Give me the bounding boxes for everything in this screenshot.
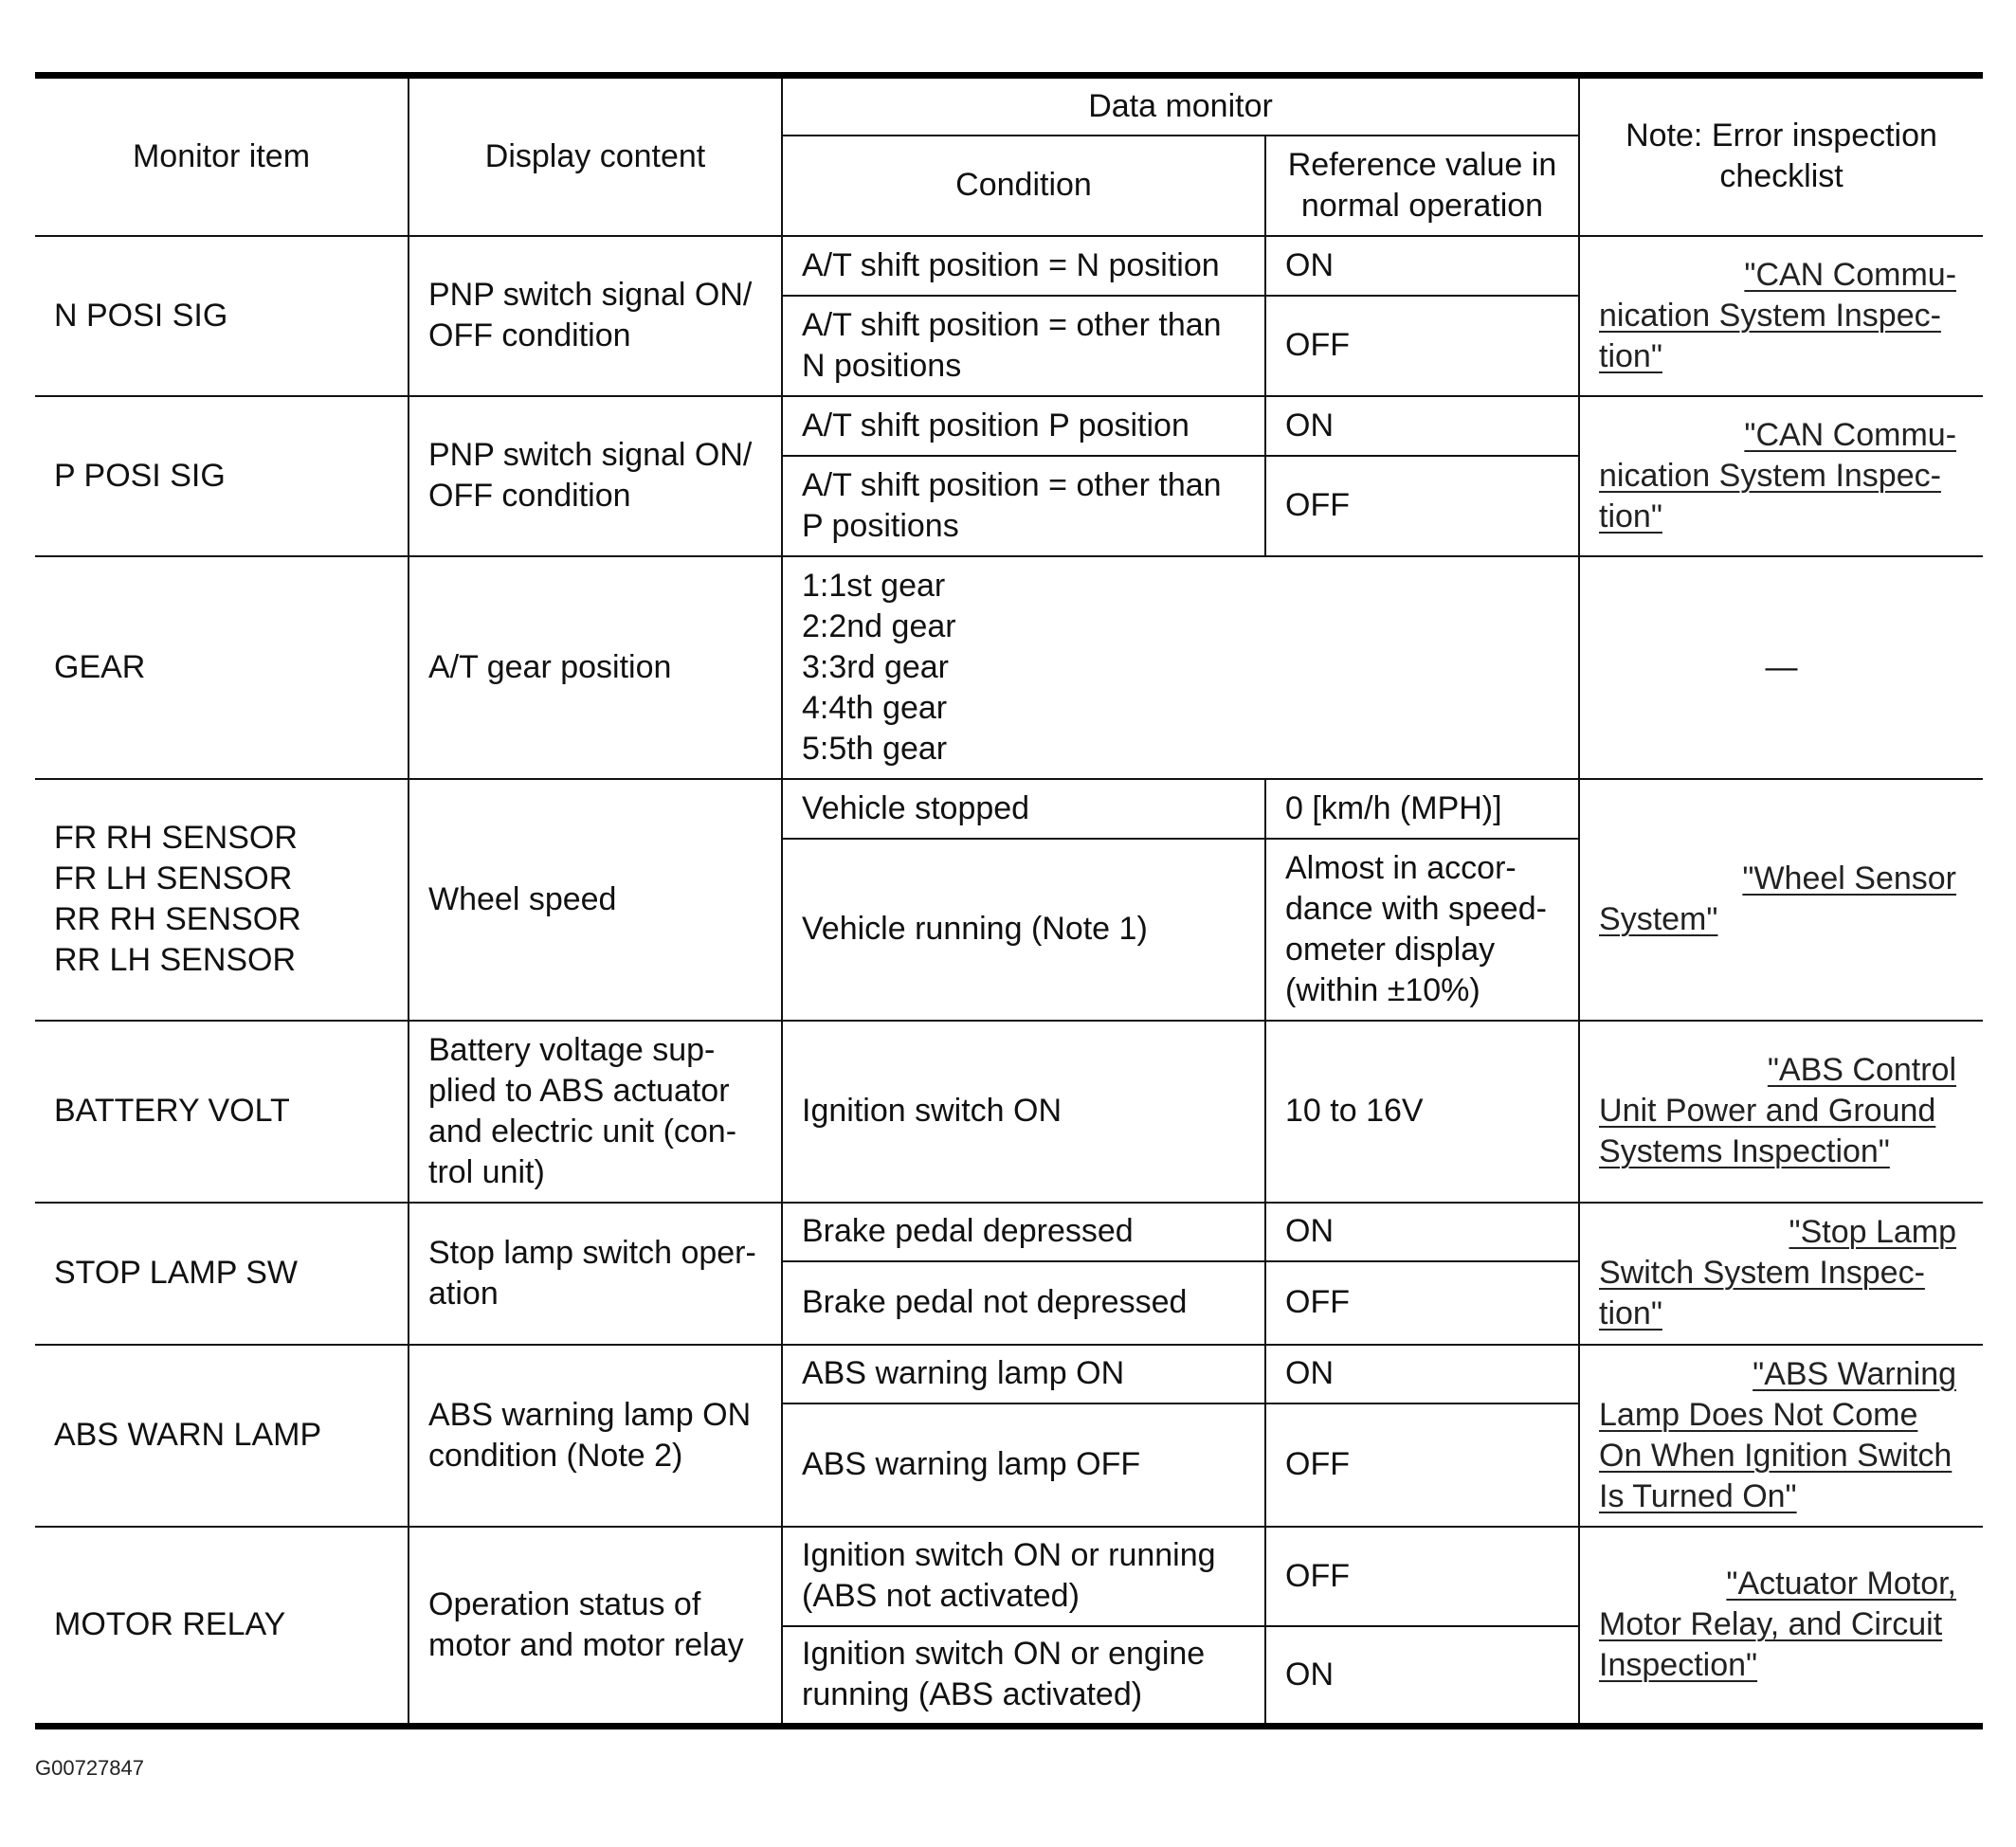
reference-value-cell: ON	[1265, 1345, 1579, 1403]
monitor-item: BATTERY VOLT	[35, 1021, 409, 1203]
display-content: A/T gear position	[409, 556, 782, 779]
table-row	[35, 1527, 1983, 1626]
reference-value-cell: 10 to 16V	[1265, 1021, 1579, 1203]
reference-value-cell: OFF	[1265, 1403, 1579, 1527]
condition-cell: Ignition switch ON or engine running (ABS activated)	[782, 1626, 1265, 1727]
monitor-item: ABS WARN LAMP	[35, 1345, 409, 1527]
reference-value-cell: ON	[1265, 396, 1579, 456]
table-row	[35, 1021, 1983, 1203]
header-data-monitor: Data monitor	[782, 76, 1579, 136]
condition-cell: A/T shift position P position	[782, 396, 1265, 456]
display-content: Stop lamp switch oper- ation	[409, 1203, 782, 1345]
condition-cell: Brake pedal depressed	[782, 1203, 1265, 1261]
table-row	[35, 1345, 1983, 1403]
inspection-link[interactable]: "CAN Commu- nication System Inspec- tion"	[1599, 256, 1957, 374]
condition-cell: Brake pedal not depressed	[782, 1261, 1265, 1345]
inspection-link[interactable]: "Wheel Sensor System"	[1599, 860, 1957, 937]
condition-cell: Ignition switch ON or running (ABS not activated)	[782, 1527, 1265, 1626]
header-display-content: Display content	[409, 76, 782, 236]
display-content: ABS warning lamp ON condition (Note 2)	[409, 1345, 782, 1527]
monitor-item: MOTOR RELAY	[35, 1527, 409, 1727]
condition-cell: ABS warning lamp ON	[782, 1345, 1265, 1403]
condition-cell: ABS warning lamp OFF	[782, 1403, 1265, 1527]
header-monitor-item: Monitor item	[35, 76, 409, 236]
reference-value-cell: OFF	[1265, 1527, 1579, 1626]
figure-code: G00727847	[35, 1756, 144, 1780]
condition-cell: Vehicle stopped	[782, 779, 1265, 839]
note-cell	[1579, 1021, 1983, 1203]
monitor-item: STOP LAMP SW	[35, 1203, 409, 1345]
note-cell	[1579, 236, 1983, 396]
reference-value-cell: Almost in accor- dance with speed- ometer display (within ±10%)	[1265, 839, 1579, 1021]
monitor-table	[35, 72, 1983, 1729]
display-content: Wheel speed	[409, 779, 782, 1021]
note-cell: —	[1579, 556, 1983, 779]
reference-value-cell: 0 [km/h (MPH)]	[1265, 779, 1579, 839]
reference-value-cell: OFF	[1265, 1261, 1579, 1345]
note-cell	[1579, 1527, 1983, 1727]
table-row	[35, 396, 1983, 456]
table-row	[35, 779, 1983, 839]
display-content: PNP switch signal ON/ OFF condition	[409, 236, 782, 396]
header-note: Note: Error inspection checklist	[1579, 76, 1983, 236]
condition-cell: Vehicle running (Note 1)	[782, 839, 1265, 1021]
note-cell	[1579, 396, 1983, 556]
reference-value-cell: ON	[1265, 236, 1579, 296]
inspection-link[interactable]: "ABS Control Unit Power and Ground Systems Inspection"	[1599, 1052, 1957, 1169]
condition-cell: Ignition switch ON	[782, 1021, 1265, 1203]
condition-cell: A/T shift position = N position	[782, 236, 1265, 296]
monitor-item: N POSI SIG	[35, 236, 409, 396]
table-row	[35, 1203, 1983, 1261]
inspection-link[interactable]: "CAN Commu- nication System Inspec- tion"	[1599, 416, 1957, 534]
gear-values: 1:1st gear 2:2nd gear 3:3rd gear 4:4th gear 5:5th gear	[782, 556, 1579, 779]
display-content: Operation status of motor and motor relay	[409, 1527, 782, 1727]
reference-value-cell: OFF	[1265, 296, 1579, 396]
inspection-link[interactable]: "Actuator Motor, Motor Relay, and Circuit Inspection"	[1599, 1566, 1957, 1684]
monitor-item: GEAR	[35, 556, 409, 779]
header-reference-value: Reference value in normal operation	[1265, 136, 1579, 236]
monitor-item: FR RH SENSOR FR LH SENSOR RR RH SENSOR RR LH SENSOR	[35, 779, 409, 1021]
note-cell	[1579, 779, 1983, 1021]
reference-value-cell: OFF	[1265, 456, 1579, 556]
reference-value-cell: ON	[1265, 1203, 1579, 1261]
condition-cell: A/T shift position = other than P positions	[782, 456, 1265, 556]
display-content: PNP switch signal ON/ OFF condition	[409, 396, 782, 556]
inspection-link[interactable]: "ABS Warning Lamp Does Not Come On When Ignition Switch Is Turned On"	[1599, 1355, 1957, 1514]
display-content: Battery voltage sup- plied to ABS actuator and electric unit (con- trol unit)	[409, 1021, 782, 1203]
monitor-item: P POSI SIG	[35, 396, 409, 556]
reference-value-cell: ON	[1265, 1626, 1579, 1727]
inspection-link[interactable]: "Stop Lamp Switch System Inspec- tion"	[1599, 1214, 1957, 1331]
table-row	[35, 556, 1983, 779]
note-cell	[1579, 1345, 1983, 1527]
note-cell	[1579, 1203, 1983, 1345]
header-condition: Condition	[782, 136, 1265, 236]
condition-cell: A/T shift position = other than N positions	[782, 296, 1265, 396]
table-row	[35, 236, 1983, 296]
